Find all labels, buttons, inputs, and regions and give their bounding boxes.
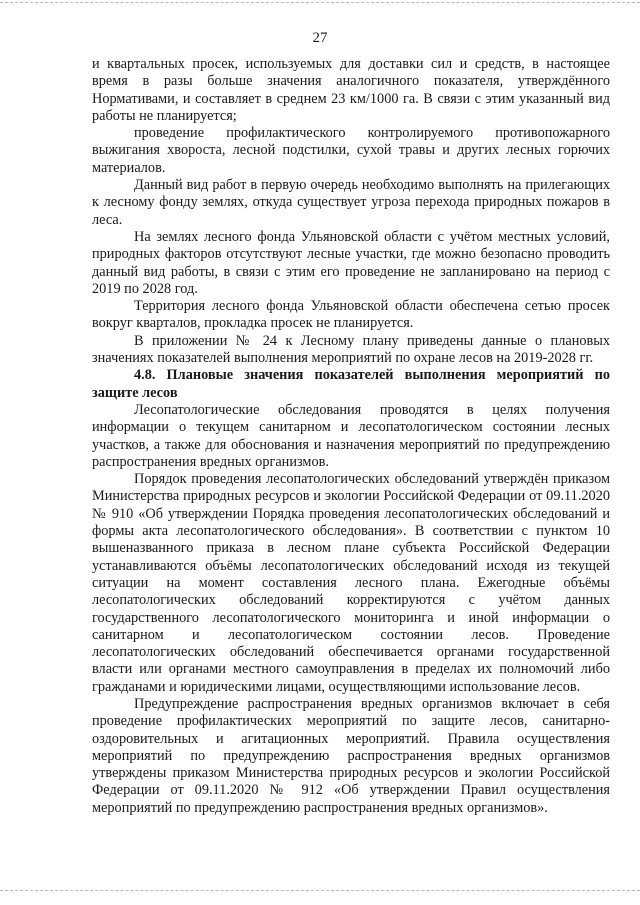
paragraph-roads-continuation: и квартальных просек, используемых для доставки сил и средств, в настоящее время в разы больше значения аналогичного показателя, утверждённого Нормативами, и составляет в среднем 23 км/1000 га. В связи с этим указанный вид работы не планируется; xyxy=(92,56,610,124)
document-body xyxy=(92,56,610,817)
paragraph-ulyanovsk-conditions: На землях лесного фонда Ульяновской области с учётом местных условий, природных факторов отсутствуют лесные участки, где можно безопасно проводить данный вид работы, в связи с этим его проведение не запланировано на период с 2019 по 2028 год. xyxy=(92,228,610,297)
paragraph-pest-prevention: Предупреждение распространения вредных организмов включает в себя проведение профилактических мероприятий по защите лесов, санитарно-оздоровительных и агитационных мероприятий. Правила осуществления мероприятий по предупреждению распространения вредных организмов утверждены приказом Министерства природных ресурсов и экологии Российской Федерации от 09.11.2020 № 912 «Об утверждении Правил осуществления мероприятий по предупреждению распространения вредных организмов». xyxy=(92,695,610,816)
scan-edge-bottom xyxy=(0,890,640,891)
paragraph-appendix-24: В приложении № 24 к Лесному плану приведены данные о плановых значениях показателей выполнения мероприятий по охране лесов на 2019-2028 гг. xyxy=(92,332,610,367)
scan-edge-top xyxy=(0,2,640,3)
paragraph-controlled-burning: проведение профилактического контролируемого противопожарного выжигания хвороста, лесной подстилки, сухой травы и других лесных горючих материалов. xyxy=(92,125,610,176)
paragraph-adjacent-lands: Данный вид работ в первую очередь необходимо выполнять на прилегающих к лесному фонду землях, откуда существует угроза перехода природных пожаров в леса. xyxy=(92,177,610,228)
section-heading-4-8: 4.8. Плановые значения показателей выполнения мероприятий по защите лесов xyxy=(92,367,610,401)
paragraph-forest-pathology-surveys: Лесопатологические обследования проводятся в целях получения информации о текущем санитарном и лесопатологическом состоянии лесных участков, а также для обоснования и назначения мероприятий по предупреждению распространения вредных организмов. xyxy=(92,401,610,470)
paragraph-clearings-network: Территория лесного фонда Ульяновской области обеспечена сетью просек вокруг кварталов, прокладка просек не планируется. xyxy=(92,298,610,332)
paragraph-survey-procedure: Порядок проведения лесопатологических обследований утверждён приказом Министерства природных ресурсов и экологии Российской Федерации от 09.11.2020 № 910 «Об утверждении Порядка проведения лесопатологических обследований и формы акта лесопатологического обследования». В соответствии с пунктом 10 вышеназванного приказа в лесном плане субъекта Российской Федерации устанавливаются объёмы лесопатологических обследований исходя из текущей ситуации на момент составления лесного плана. Ежегодные объёмы лесопатологических обследований корректируются с учётом данных государственного лесопатологического мониторинга и иной информации о санитарном и лесопатологическом состоянии лесов. Проведение лесопатологических обследований обеспечивается органами государственной власти или органами местного самоуправления в пределах их полномочий либо гражданами и юридическими лицами, осуществляющими использование лесов. xyxy=(92,471,610,695)
page-number: 27 xyxy=(312,30,328,46)
